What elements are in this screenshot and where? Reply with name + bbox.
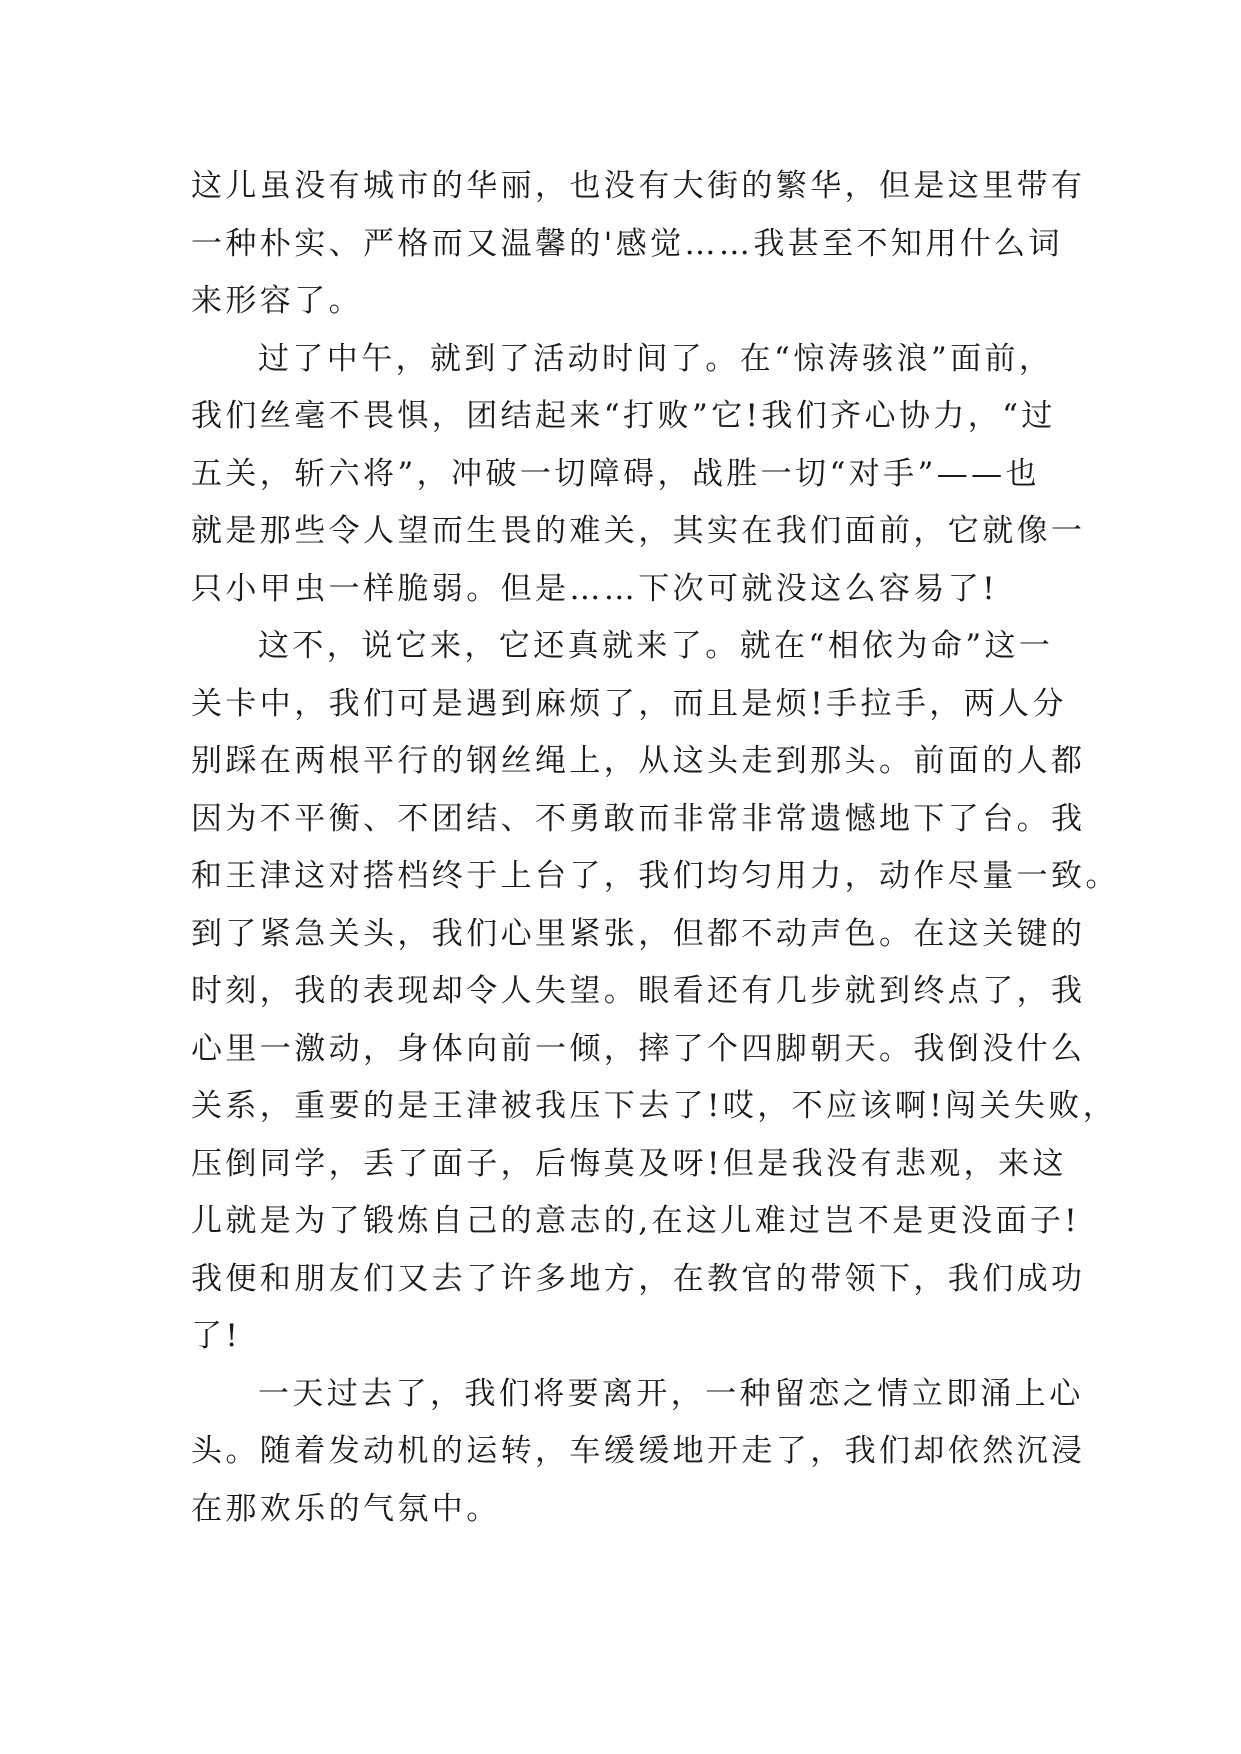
- text-line: 一天过去了，我们将要离开，一种留恋之情立即涌上心: [258, 1375, 1084, 1412]
- text-line: 别踩在两根平行的钢丝绳上，从这头走到那头。前面的人都: [191, 743, 1086, 779]
- paragraph-1: [191, 158, 1086, 331]
- text-line: 来形容了。: [191, 283, 363, 319]
- paragraph-4: [191, 1366, 1086, 1539]
- text-line: 五关，斩六将”，冲破一切障碍，战胜一切“对手”——也: [191, 455, 1040, 492]
- text-line: 只小甲虫一样脆弱。但是……下次可就没这么容易了!: [191, 570, 999, 607]
- text-line: 和王津这对搭档终于上台了，我们均匀用力，动作尽量一致。: [191, 858, 1120, 894]
- paragraph-2: [191, 331, 1086, 619]
- text-line: 头。随着发动机的运转，车缓缓地开走了，我们却依然沉浸: [191, 1433, 1086, 1469]
- text-line: 关卡中，我们可是遇到麻烦了，而且是烦!手拉手，两人分: [191, 685, 1067, 722]
- text-line: 在那欢乐的气氛中。: [191, 1490, 501, 1527]
- text-line: 关系，重要的是王津被我压下去了!哎，不应该啊!闯关失败，: [191, 1088, 1118, 1124]
- text-line: 时刻，我的表现却令人失望。眼看还有几步就到终点了，我: [191, 973, 1086, 1009]
- essay-text: [191, 158, 1120, 1538]
- text-line: 这儿虽没有城市的华丽，也没有大街的繁华，但是这里带有: [191, 168, 1086, 204]
- text-line: 到了紧急关头，我们心里紧张，但都不动声色。在这关键的: [191, 915, 1086, 952]
- text-line: 一种朴实、严格而又温馨的'感觉……我甚至不知用什么词: [191, 225, 1063, 262]
- text-line: 因为不平衡、不团结、不勇敢而非常非常遗憾地下了台。我: [191, 800, 1086, 837]
- text-line: 了!: [191, 1318, 242, 1354]
- paragraph-3: [191, 618, 1120, 1366]
- text-line: 这不，说它来，它还真就来了。就在“相依为命”这一: [258, 628, 1054, 664]
- text-line: 心里一激动，身体向前一倾，摔了个四脚朝天。我倒没什么: [191, 1030, 1086, 1067]
- text-line: 我们丝毫不畏惧，团结起来“打败”它!我们齐心协力，“过: [191, 398, 1056, 434]
- text-line: 儿就是为了锻炼自己的意志的,在这儿难过岂不是更没面子!: [191, 1203, 1081, 1239]
- text-line: 我便和朋友们又去了许多地方，在教官的带领下，我们成功: [191, 1260, 1086, 1297]
- text-line: 压倒同学，丢了面子，后悔莫及呀!但是我没有悲观，来这: [191, 1145, 1067, 1182]
- text-line: 过了中午，就到了活动时间了。在“惊涛骇浪”面前，: [258, 340, 1054, 377]
- text-line: 就是那些令人望而生畏的难关，其实在我们面前，它就像一: [191, 513, 1086, 549]
